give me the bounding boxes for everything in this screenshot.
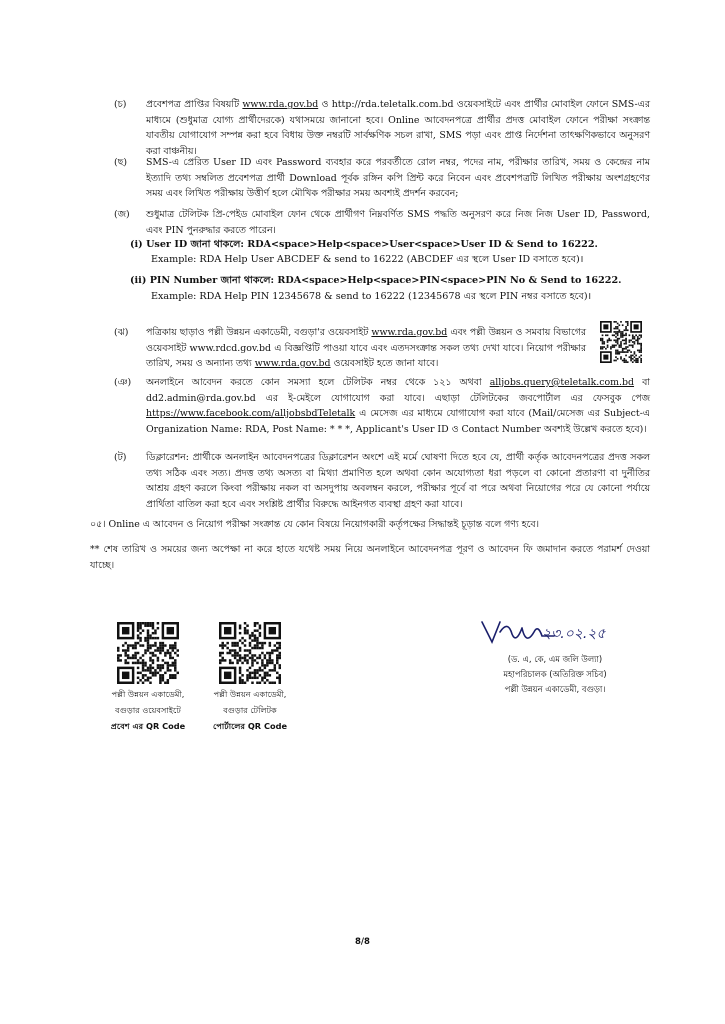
signature-date: ২৩.০২.২৫ [542,626,606,642]
rda-website-link-2[interactable]: www.rda.gov.bd [371,327,448,338]
qr-caption-teletalk: পল্লী উন্নয়ন একাডেমী, বগুড়ার টেলিটক পোর্টালের QR Code [213,689,287,731]
qr-code-website-icon [117,622,179,684]
item-label-chh: (ছ) [114,157,127,168]
page-number: 8/8 [355,937,370,947]
user-id-sms-example: Example: RDA Help User ABCDEF & send to 16222 (ABCDEF এর স্থলে User ID বসাতে হবে)। [151,254,584,265]
item-label-c: (চ) [114,99,127,110]
paragraph-admit-card-download: SMS-এ প্রেরিত User ID এবং Password ব্যবহার করে পরবর্তীতে রোল নম্বর, পদের নাম, পরীক্ষার তারিখ, সময় ও কেন্দ্রের নাম ইত্যাদি তথ্য সম্বলিত প্রবেশপত্র প্রার্থী Download পূর্বক রঙ্গিন কপি প্রিন্ট করে নিবেন এবং প্রবেশপত্রটি লিখিত পরীক্ষায় অংশগ্রহণের সময় এবং লিখিত পরীক্ষায় উত্তীর্ণ হলে মৌখিক পরীক্ষার সময় অবশ্যই প্রদর্শন করবেন; [146,157,650,199]
signature-block [478,614,638,652]
user-id-sms-format: (i) User ID জানা থাকলে: RDA<space>Help<space>User<space>User ID & Send to 16222. [130,239,598,250]
rda-website-link-3[interactable]: www.rda.gov.bd [254,358,331,369]
pin-sms-format: (ii) PIN Number জানা থাকলে: RDA<space>Help<space>PIN<space>PIN No & Send to 16222. [130,275,622,286]
rda-website-link[interactable]: www.rda.gov.bd [242,99,319,110]
signatory-organization: পল্লী উন্নয়ন একাডেমী, বগুড়া। [504,684,606,694]
paragraph-website-info: পত্রিকায় ছাড়াও পল্লী উন্নয়ন একাডেমী, বগুড়া'র ওয়েবসাইট www.rda.gov.bd এবং পল্লী উন্নয়ন ও সমবায় বিভাগের ওয়েবসাইট www.rdcd.gov.bd এ বিজ্ঞপ্তিটি পাওয়া যাবে এবং এতদসংক্রান্ত সকল তথ্য দেখা যাবে। নিয়োগ পরীক্ষার তারিখ, সময় ও অন্যান্য তথ্য www.rda.gov.bd ওয়েবসাইট হতে জানা যাবে। [146,327,587,369]
item-label-jh: (ঝ) [114,327,129,338]
paragraph-admit-card-notice: প্রবেশপত্র প্রাপ্তির বিষয়টি www.rda.gov.bd ও http://rda.teletalk.com.bd ওয়েবসাইটে এবং প্রার্থীর মোবাইল ফোনে SMS-এর মাধ্যমে (শুধুমাত্র যোগ্য প্রার্থীদেরকে) যথাসময়ে জানানো হবে। Online আবেদনপত্রে প্রার্থীর প্রদত্ত মোবাইল ফোনে পরীক্ষা সংক্রান্ত যাবতীয় যোগাযোগ সম্পন্ন করা হবে বিধায় উক্ত নম্বরটি সার্বক্ষণিক সচল রাখা, SMS পড়া এবং প্রাপ্ত নির্দেশনা তাৎক্ষণিকভাবে অনুসরণ করা বাঞ্চনীয়। [146,99,650,157]
paragraph-contact-support: অনলাইনে আবেদন করতে কোন সমস্যা হলে টেলিটক নম্বর থেকে ১২১ অথবা alljobs.query@teletalk.com.bd বা dd2.admin@rda.gov.bd এর ই-মেইলে যোগাযোগ করা যাবে। এছাড়া টেলিটকের জবপোর্টাল এর ফেসবুক পেজ https://www.facebook.com/alljobsbdTeletalk এ মেসেজ এর মাধ্যমে যোগাযোগ করা যাবে (Mail/মেসেজ এর Subject-এ Organization Name: RDA, Post Name: * * *, Applicant's User ID ও Contact Number অবশ্যই উল্লেখ করতে হবে)। [146,377,651,435]
paragraph-sms-recovery: শুধুমাত্র টেলিটক প্রি-পেইড মোবাইল ফোন থেকে প্রার্থীগণ নিম্নবর্ণিত SMS পদ্ধতি অনুসরণ করে নিজ নিজ User ID, Password, এবং PIN পুনরুদ্ধার করতে পারেন। [146,209,650,236]
item-label-n: (ঞ) [114,377,132,388]
qr-caption-website: পল্লী উন্নয়ন একাডেমী, বগুড়ার ওয়েবসাইটে প্রবেশ এর QR Code [110,689,186,731]
paragraph-note: ** শেষ তারিখ ও সময়ের জন্য অপেক্ষা না করে হাতে যথেষ্ট সময় নিয়ে অনলাইনে আবেদনপত্র পূরণ ও আবেদন ফি জমাদান করতে পরামর্শ দেওয়া যাচ্ছে। [90,544,650,571]
item-label-t: (ট) [114,452,127,463]
signatory-title: মহাপরিচালক (অতিরিক্ত সচিব) [503,669,607,679]
item-label-j: (জ) [114,209,130,220]
paragraph-item-05: ০৫। Online এ আবেদন ও নিয়োগ পরীক্ষা সংক্রান্ত যে কোন বিষয়ে নিয়োগকারী কর্তৃপক্ষের সিদ্ধান্তই চূড়ান্ত বলে গণ্য হবে। [90,519,539,530]
paragraph-declaration: ডিক্লারেশন: প্রার্থীকে অনলাইন আবেদনপত্রের ডিক্লারেশন অংশে এই মর্মে ঘোষণা দিতে হবে যে, প্রার্থী কর্তৃক আবেদনপত্রের প্রদত্ত সকল তথ্য সঠিক এবং সত্য। প্রদত্ত তথ্য অসত্য বা মিথ্যা প্রমাণিত হলে অথবা কোন অযোগ্যতা ধরা পড়লে বা কোনো প্রতারণা বা দুর্নীতির আশ্রয় গ্রহণ করলে কিংবা পরীক্ষায় নকল বা অসদুপায় অবলম্বন করলে, পরীক্ষার পূর্বে বা পরে অথবা নিয়োগের পরে যে কোনো পর্যায়ে প্রার্থিতা বাতিল করা হবে এবং সংশ্লিষ্ট প্রার্থীর বিরুদ্ধে আইনগত ব্যবস্থা গ্রহণ করা যাবে। [146,452,650,510]
signatory-details [470,652,640,697]
signatory-name: (ড. এ, কে, এম জলি উল্যা) [507,654,603,664]
teletalk-email-link[interactable]: alljobs.query@teletalk.com.bd [489,377,635,388]
facebook-page-link[interactable]: https://www.facebook.com/alljobsbdTeletalk [146,408,356,419]
qr-code-teletalk-icon [219,622,281,684]
qr-code-icon [600,321,642,363]
pin-sms-example: Example: RDA Help PIN 12345678 & send to 16222 (12345678 এর স্থলে PIN নম্বর বসাতে হবে)। [151,291,592,302]
